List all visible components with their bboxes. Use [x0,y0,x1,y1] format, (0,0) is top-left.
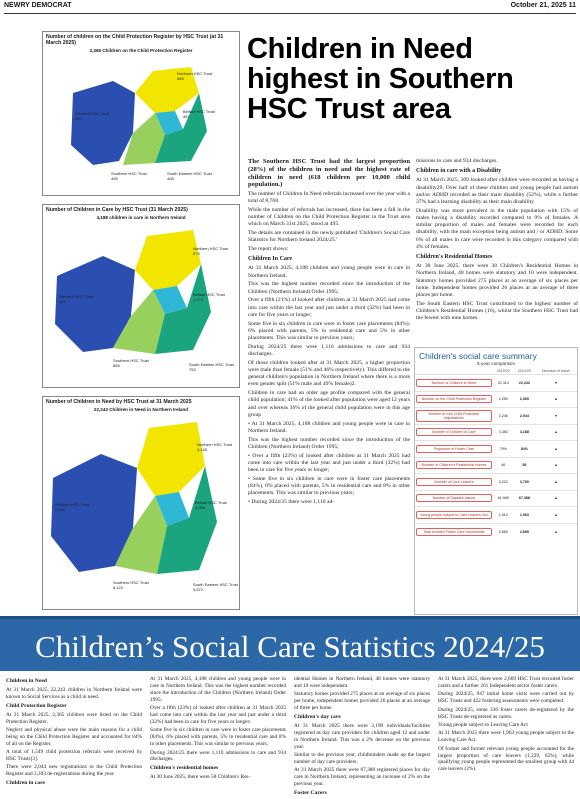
bottom-column-3 [294,676,430,799]
direction-arrow-icon: ▲ [535,424,577,441]
map-label: Western HSC Trust 528 [59,294,94,305]
article-paragraph: Over a fifth (23%) of looked after children at 31 March 2025 had come into care within the last year and just under a third (32%) had been in care for five years or longer; [150,705,286,725]
article-paragraph: Disability was more prevalent in the male population with 15% of males having a disability recorded compared to 9% of females. A similar proportion of males and females were recorded for each disability, with the main exception being autism and / or ADHD. Some 6% of all males in care were recorded in this category compared with 4% of females. [416,207,578,250]
article-paragraph: The report shows: [248,245,289,252]
article-paragraph: This was the highest number recorded since the introduction of the Children (Northern Ireland) Order 1995; [248,436,410,450]
ni-trust-map [43,412,239,600]
article-col2c-body [416,263,578,322]
map-label: Belfast HSC Trust 457 [183,109,215,120]
ni-trust-map [43,53,239,183]
map-label: Southern HSC Trust 495 [111,171,147,182]
row-label: Number of Daycare places [415,490,493,507]
section-heading: Children in care [6,780,45,787]
direction-arrow-icon: ▲ [535,490,577,507]
section-heading: Child Protection Register [6,702,67,709]
value-2024: 1,963 [514,507,535,524]
map-label: Northern HSC Trust 4,145 [197,442,233,453]
header-cell: Direction of travel [541,369,570,373]
article-col1b-body [248,265,410,506]
map-subtitle: 22,243 Children in Need in Northern Ireland [93,407,189,413]
ni-trust-map [43,220,239,376]
headline: Children in Need highest in Southern HSC Trust area [247,33,514,125]
map-label: Western HSC Trust 450 [75,111,110,122]
value-2019: 2,246 [493,408,514,425]
article-paragraph: At 31 March 2025, there were 2,669 HSC Trust recruited foster carers and a further 261 Independent sector foster carers. [438,676,574,689]
summary-row [415,523,577,540]
map-label: South Eastern HSC Trust 753 [189,362,234,373]
summary-row [415,375,577,392]
value-2024: 3,790 [514,474,535,491]
map-label: Southern HSC Trust 856 [113,358,149,369]
value-2019: 2,250 [493,391,514,408]
summary-row [415,441,577,458]
article-paragraph: During 2024/25, some 336 foster carers de-registered by the HSC Trusts de-registered as carers. [438,706,574,720]
value-2019: 3,383 [493,424,514,441]
value-2019: 2,669 [493,523,514,540]
map-label: South Eastern HSC Trust 408 [167,171,212,182]
article-col2b-body [416,177,578,251]
article-paragraph: Similar to the previous year, childminders made up the largest number of day care providers. [294,752,430,765]
section-heading: Children's Residential Homes [416,254,493,261]
map-label: South Eastern HSC Trust 3,672 [193,582,238,593]
article-paragraph: During 2024/25, 947 initial home visits were carried out by HSC Trusts and 422 fostering assessments were completed. [438,691,574,705]
bottom-column-2 [150,676,286,783]
value-2019: 3,222 [493,474,514,491]
row-label: Total enrolled Foster Care Households [415,523,493,540]
article-paragraph: Over a fifth (21%) of looked after children at 31 March 2025 had come into care within the last year and just under a third (32%) had been in care for five years or longer; [248,297,410,318]
article-paragraph: At 31 March 2025 there were 3,190 individuals/facilities registered as day care providers for children aged 12 and under in Northern Ireland. This was a 2% decrease on the previous year. [294,722,430,750]
value-2024: 2,365 [514,391,535,408]
value-2024: 22,243 [514,375,535,392]
direction-arrow-icon: ▲ [535,474,577,491]
summary-row [415,424,577,441]
article-paragraph: Statutory homes provided 275 places at an average of six places per home, independent homes provided 26 places at an average of three per home. [294,691,430,712]
row-label: Proportion in Foster Care [415,441,493,458]
children-in-care-map [42,204,240,388]
section-heading: Children in care with a Disability [416,168,502,175]
direction-arrow-icon: ▲ [535,507,577,524]
section-heading: Children in Need [6,678,47,684]
direction-arrow-icon: ▲ [535,391,577,408]
row-label: Number of Children in Need [415,375,493,392]
article-paragraph: At 31 March 2025, 4,188 children and young people were in care in Northern Ireland. This was the highest number recorded since the introduction of the Children (Northern Ireland) Order 1995; [150,676,286,703]
article-paragraph: During 2024/25 there were 1,110 admissions to care and 934 discharges. [248,343,410,357]
value-2019: 1,912 [493,507,514,524]
header-cell: 2019/20 [496,369,510,373]
map-label: Northern HSC Trust 879 [193,246,229,257]
article-paragraph: There were 2,044 new registrations to the Child Protection Register and 2,303 de-registrations during the year. [6,764,142,778]
summary-subtitle: 5-year comparison [476,361,516,366]
article-paragraph: At 31 March 2025 there were 67,388 registered places for day care in Northern Ireland, representing an increase of 2% on the previous year. [294,767,430,788]
article-col1-body [248,191,410,253]
article-paragraph: The number of Children In Need referrals increased over the year with a total of 8,768. [248,190,410,204]
masthead [4,2,576,14]
direction-arrow-icon: ▼ [535,408,577,425]
summary-row [415,391,577,408]
article-col2a-body [416,158,578,165]
article-paragraph: At 31 March 2025, 4,188 children and young people were in care in Northern Ireland. [248,265,410,279]
article-paragraph: At 31 March 2025, 22,243 children in Northern Ireland were known to Social Services as a child in need. [6,686,142,700]
article-paragraph: While the number of referrals has increased, there has been a fall in the number of Children on the Child Protection Register in the Trust area which on March 31st 2025, stood at 495. [248,206,410,228]
map-title: Number of children on the Child Protection Register by HSC Trust (at 31 March 2025) [46,34,224,47]
section-heading: Foster Carers [294,790,327,797]
article-paragraph: Of former and former relevant young people accounted for the largest proportion of care leavers (1,229, 62%), while qualifying young people represented the smallest group with 44 care leavers (2%). [438,745,574,773]
value-2024: 4,188 [514,424,535,441]
header-cell: 2024/25 [517,369,531,373]
value-2024: 2,689 [514,523,535,540]
article-column-1 [248,158,410,508]
article-paragraph: Some five in six children in care were in foster care placements (84%), 6% placed with parents, 5% in residential care and 8% in other placements. This was similar to previous years; [150,727,286,748]
article-paragraph: Some five in six children in care were in foster care placements (84%), 6% placed with parents, 5% in residential care and 5% in other placements. This was similar to previous years; [248,320,410,341]
direction-arrow-icon: ▲ [535,523,577,540]
bottom-column-1 [6,676,142,789]
summary-row [415,408,577,425]
article-paragraph: • At 31 March 2025, 4,188 children and young people were in care in Northern Ireland. [248,420,410,434]
article-paragraph: The South Eastern HSC Trust contributed to the highest number of Children's Residential Homes (16), whilst the Southern HSC Trust had the fewest with nine homes. [416,300,578,322]
article-paragraph: idential Homes in Northern Ireland, 48 homes were statutory and 10 were independent. [294,676,430,689]
article-paragraph: Neglect and physical abuse were the main reasons for a child being on the Child Protection Register and accounted for 84% of all on the Register. [6,726,142,747]
children-in-need-map [42,396,240,610]
map-title: Number of Children in Need by HSC Trust at 31 March 2025 [46,399,192,405]
row-label: Number of Care Leavers [415,474,493,491]
article-paragraph: At 31 March 2025 there were 1,963 young people subject to the Leaving Care Act. [438,730,574,744]
value-2024: 2,044 [514,408,535,425]
summary-grid [415,368,577,540]
article-lead: The Southern HSC Trust had the largest proportion (28%) of the children in need and the highest rate of children in need (618 children per 10,000 child population.) [248,158,410,189]
map-label: Belfast HSC Trust 1,172 [193,292,225,303]
row-label: Number of new Child Protection registrations [415,408,493,425]
section-heading: Children's residential homes [150,765,219,772]
article-paragraph: • During 2024/25 there were 1,110 ad- [248,499,335,506]
direction-arrow-icon: ▲ [535,457,577,474]
article-paragraph: A total of 1,549 child protection referrals were received by HSC Trusts[3]. [6,749,142,763]
summary-row [415,457,577,474]
direction-arrow-icon: ▼ [535,375,577,392]
section-heading: Children In Care [248,256,293,263]
row-label: Young people subject to Care Leavers' Act [415,507,493,524]
western-trust-region [71,81,135,165]
article-paragraph: At 31 March 2025, 2,365 children were listed on the Child Protection Register. [6,711,142,725]
summary-row [415,507,577,524]
section-banner [0,616,580,671]
northern-trust-region [135,230,201,290]
article-paragraph: Of those children looked after at 31 March 2025, a higher proportion were male than female (51% and 46% respectively). This differed to the general children's population in Northern Ireland where there is a more even gender split (51% male and 49% female)2. [248,359,410,388]
article-paragraph: At 30 June 2025, there were 38 Children's Residential Homes in Northern Ireland, 48 homes were statutory and 10 were independent. Statutory homes provided 275 places at an average of six places per home. Independent homes provided 26 places at an average of three places per home. [416,263,578,299]
article-paragraph: Children in care had an older age profile compared with the general child population; 41% of the looked after population were aged 12 years and over whereas 36% of the general child population were in this age group [248,390,411,418]
child-protection-map [42,31,240,196]
article-paragraph: The details are contained in the newly published 'Children's Social Care Statistics for Northern Ireland 2024/25.' [248,229,410,244]
article-paragraph: missions to care and 934 discharges. [416,158,498,164]
article-paragraph: This was the highest number recorded since the introduction of the Children (Northern Ireland) Order 1995; [248,281,410,295]
value-2019: 79% [493,441,514,458]
map-label: Belfast HSC Trust 4,056 [195,500,227,511]
northern-trust-region [137,422,205,496]
section-heading: Children's day care [294,714,341,721]
article-paragraph: At 31 March 2025, 309 looked after children were recorded as having a disability29. Over half of these children and young people had autism and/or ADHD recorded as their main disability (52%), while a further 37% had a learning disability as their main disability [416,177,578,206]
banner-title: Children’s Social Care Statistics 2024/25 [35,629,545,664]
social-care-summary-table [414,347,578,615]
value-2019: 46 [493,457,514,474]
summary-row [415,474,577,491]
article-paragraph: • Some five in six children in care were in foster care placements (84%), 6% placed with parents, 5% in residential care and 8% in other placements. This was similar to previous years; [248,475,410,497]
article-paragraph: • Over a fifth (23%) of looked after children at 31 March 2025 had come into care within the last year and just under a third (32%) had been in care for five years or longer; [248,452,410,474]
map-subtitle: 2,365 Children on the Child Protection Register [89,48,193,54]
bottom-column-4 [438,676,574,775]
direction-arrow-icon: ▲ [535,441,577,458]
summary-title: Children's social care summary [419,351,537,361]
summary-row [415,490,577,507]
map-title: Number of Children in Care by HSC Trust (31 March 2025) [46,207,188,213]
article-paragraph: During 2024/25 there were 1,110 admissions to care and 934 discharges. [150,749,286,763]
article-paragraph: Young people subject to Leaving Care Act [438,721,528,728]
value-2019: 22,414 [493,375,514,392]
map-subtitle: 4,188 children in care in Northern Ireland [96,215,186,221]
map-label: Southern HSC Trust 6,122 [113,580,149,591]
value-2024: 84% [514,441,535,458]
row-label: Number on the Child Protection Register [415,391,493,408]
paper-name: NEWRY DEMOCRAT [4,2,72,9]
map-label: Northern HSC Trust 555 [177,71,213,82]
value-2019: 61,969 [493,490,514,507]
row-label: Number of Children's Residential Homes [415,457,493,474]
value-2024: 67,388 [514,490,535,507]
map-label: Western HSC Trust 4,248 [55,502,90,513]
issue-date: October 21, 2025 11 [510,2,576,9]
value-2024: 58 [514,457,535,474]
row-label: Number of Children in Care [415,424,493,441]
article-column-2 [416,158,578,324]
article-paragraph: At 30 June 2025, there were 58 Children's Res- [150,774,251,781]
